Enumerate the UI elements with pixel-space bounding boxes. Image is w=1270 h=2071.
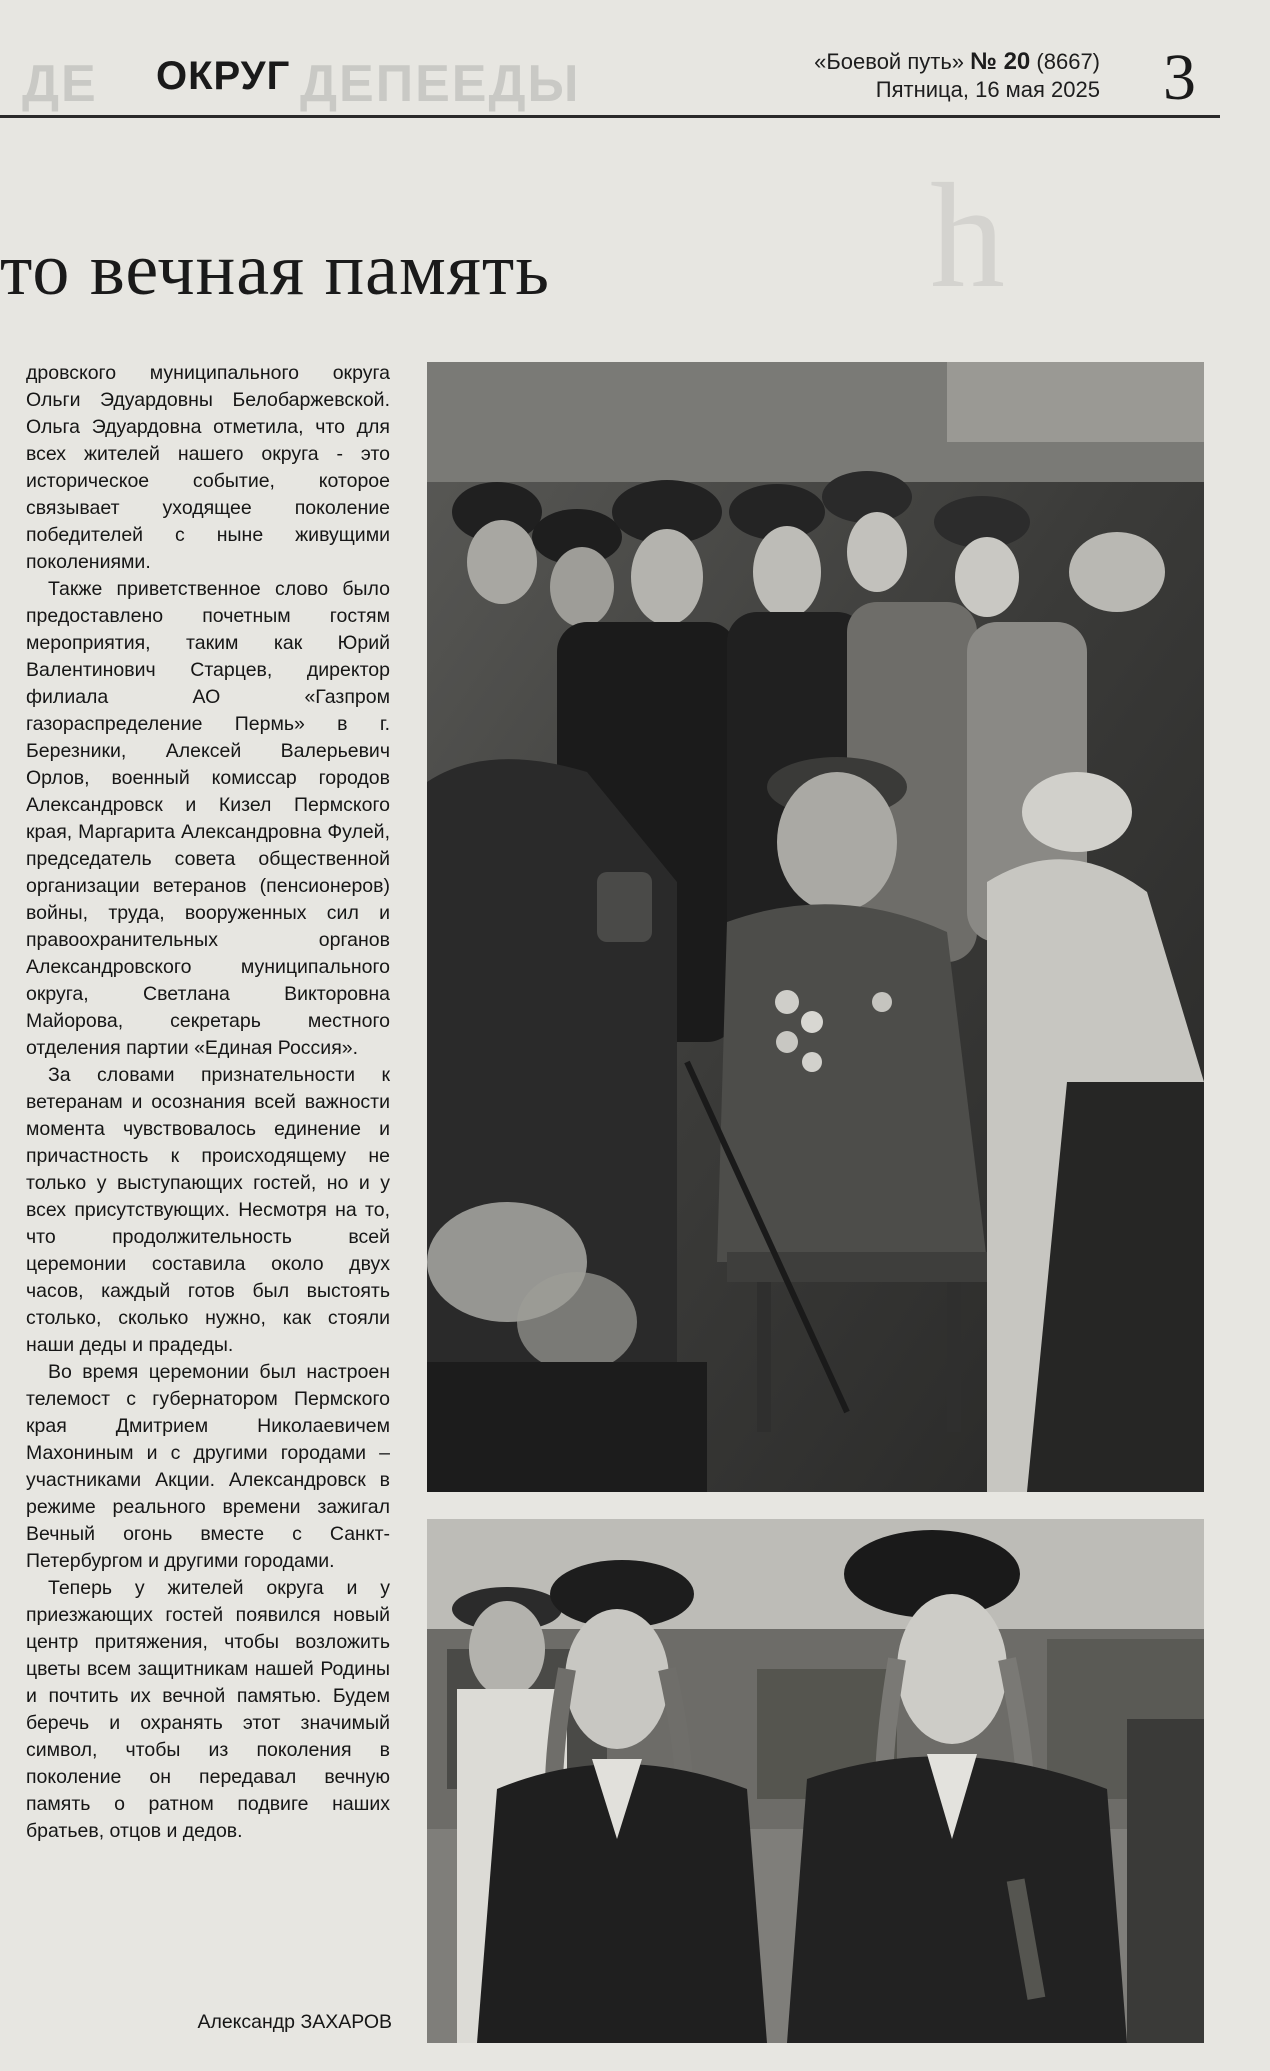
section-title: ОКРУГ (146, 54, 300, 99)
page-number: 3 (1163, 41, 1196, 114)
issue-info (814, 48, 1100, 104)
article-headline: то вечная память (0, 229, 550, 311)
article-paragraph-5: Теперь у жителей округа и у приезжающих гостей появился новый центр притяжения, чтобы возложить цветы всем защитникам нашей Родины и почтить их вечной памятью. Будем беречь и охранять этот значимый символ, чтобы из поколения в поколение он передавал вечную память о ратном подвиге наших братьев, отцов и дедов. (26, 1577, 390, 1842)
article-paragraph-4: Во время церемонии был настроен телемост с губернатором Пермского края Дмитрием Николаевичем Махониным и с другими городами – участниками Акции. Александровск в режиме реального времени зажигал Вечный огонь вместе с Санкт-Петербургом и другими городами. (26, 1361, 390, 1572)
page-header (0, 40, 1220, 116)
article-paragraph-3: За словами признательности к ветеранам и осознания всей важности момента чувствовалось единение и причастность к происходящему не только у выступающих гостей, но и у всех присутствующих. Несмотря на то, что продолжительность всей церемонии составила около двух часов, каждый готов был выстоять столько, сколько нужно, как стояли наши деды и прадеды. (26, 1064, 390, 1356)
ghost-print-left: ДЕ (22, 55, 98, 113)
issue-number: № 20 (970, 48, 1031, 75)
photo-cadets-and-veteran (427, 362, 1204, 1492)
newspaper-name: «Боевой путь» (814, 49, 965, 74)
ghost-print-right: ДЕПЕЕДЫ (300, 55, 581, 113)
photo-cadet-girls (427, 1519, 1204, 2043)
ghost-print-headline: h (930, 153, 1005, 319)
issue-total: (8667) (1036, 49, 1100, 74)
issue-date: Пятница, 16 мая 2025 (875, 77, 1100, 102)
article-column (26, 360, 390, 1845)
header-rule (0, 115, 1220, 118)
photo-cadets-and-veteran-image (427, 362, 1204, 1492)
photo-cadet-girls-image (427, 1519, 1204, 2043)
article-byline: Александр ЗАХАРОВ (197, 2011, 392, 2033)
article-paragraph-1: дровского муниципального округа Ольги Эдуардовны Белобаржевской. Ольга Эдуардовна отметила, что для всех жителей нашего округа - это историческое событие, которое связывает уходящее поколение победителей с ныне живущими поколениями. (26, 362, 390, 573)
article-paragraph-2: Также приветственное слово было предоставлено почетным гостям мероприятия, таким как Юрий Валентинович Старцев, директор филиала АО «Газпром газораспределение Пермь» в г. Березники, Алексей Валерьевич Орлов, военный комиссар городов Александровск и Кизел Пермского края, Маргарита Александровна Фулей, председатель совета общественной организации ветеранов (пенсионеров) войны, труда, вооруженных сил и правоохранительных органов Александровского муниципального округа, Светлана Викторовна Майорова, секретарь местного отделения партии «Единая Россия». (26, 578, 390, 1059)
